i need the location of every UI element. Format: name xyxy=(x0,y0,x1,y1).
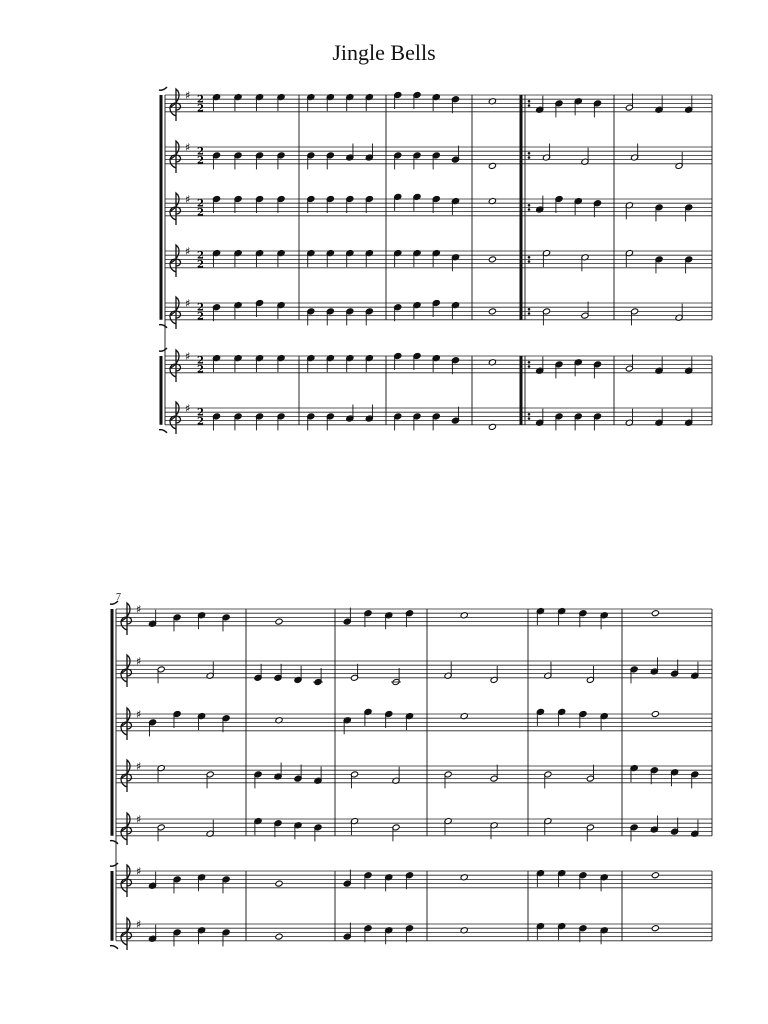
repeat-dot xyxy=(528,208,531,211)
treble-clef-icon xyxy=(121,655,132,687)
key-signature-sharp-icon: ♯ xyxy=(185,402,191,416)
treble-clef-icon xyxy=(121,708,132,740)
notehead xyxy=(275,933,283,940)
notehead xyxy=(275,618,283,625)
bracket-hook xyxy=(159,87,167,90)
treble-clef-icon xyxy=(121,760,132,792)
treble-clef-icon xyxy=(121,813,132,845)
notehead xyxy=(651,925,659,932)
treble-clef-icon xyxy=(170,89,181,121)
bracket-hook xyxy=(159,348,167,351)
key-signature-sharp-icon: ♯ xyxy=(136,918,142,932)
time-signature-numerator: 2 xyxy=(197,302,204,314)
repeat-dot xyxy=(528,256,531,259)
repeat-dot xyxy=(528,417,531,420)
treble-clef-icon xyxy=(170,245,181,277)
repeat-dot xyxy=(528,312,531,315)
time-signature-denominator: 2 xyxy=(197,103,204,115)
notehead xyxy=(275,880,283,887)
treble-clef-icon xyxy=(170,141,181,173)
time-signature-numerator: 2 xyxy=(197,198,204,210)
notehead xyxy=(488,308,496,315)
bracket-hook xyxy=(110,841,118,844)
bracket-hook xyxy=(159,325,167,328)
repeat-dot xyxy=(528,152,531,155)
key-signature-sharp-icon: ♯ xyxy=(136,708,142,722)
repeat-dot xyxy=(528,260,531,263)
measure-number: 7 xyxy=(116,592,121,603)
key-signature-sharp-icon: ♯ xyxy=(185,297,191,311)
treble-clef-icon xyxy=(121,918,132,950)
bracket-hook xyxy=(159,430,167,433)
repeat-dot xyxy=(528,413,531,416)
key-signature-sharp-icon: ♯ xyxy=(136,813,142,827)
time-signature-numerator: 2 xyxy=(197,94,204,106)
key-signature-sharp-icon: ♯ xyxy=(185,245,191,259)
key-signature-sharp-icon: ♯ xyxy=(185,350,191,364)
time-signature-numerator: 2 xyxy=(197,250,204,262)
key-signature-sharp-icon: ♯ xyxy=(136,865,142,879)
treble-clef-icon xyxy=(121,603,132,635)
notehead xyxy=(651,610,659,617)
bracket-hook xyxy=(110,946,118,949)
notehead xyxy=(651,872,659,879)
treble-clef-icon xyxy=(170,350,181,382)
repeat-dot xyxy=(528,365,531,368)
notehead xyxy=(651,710,659,717)
time-signature-denominator: 2 xyxy=(197,207,204,219)
key-signature-sharp-icon: ♯ xyxy=(185,193,191,207)
treble-clef-icon xyxy=(170,193,181,225)
time-signature-numerator: 2 xyxy=(197,355,204,367)
repeat-dot xyxy=(528,308,531,311)
repeat-dot xyxy=(528,104,531,107)
key-signature-sharp-icon: ♯ xyxy=(185,89,191,103)
key-signature-sharp-icon: ♯ xyxy=(136,655,142,669)
time-signature-numerator: 2 xyxy=(197,146,204,158)
key-signature-sharp-icon: ♯ xyxy=(185,141,191,155)
bracket-hook xyxy=(110,601,118,604)
time-signature-denominator: 2 xyxy=(197,416,204,428)
time-signature-numerator: 2 xyxy=(197,407,204,419)
time-signature-denominator: 2 xyxy=(197,259,204,271)
notehead xyxy=(488,256,496,263)
key-signature-sharp-icon: ♯ xyxy=(136,603,142,617)
time-signature-denominator: 2 xyxy=(197,311,204,323)
repeat-dot xyxy=(528,100,531,103)
time-signature-denominator: 2 xyxy=(197,155,204,167)
key-signature-sharp-icon: ♯ xyxy=(136,760,142,774)
bracket-hook xyxy=(110,863,118,866)
treble-clef-icon xyxy=(121,865,132,897)
repeat-dot xyxy=(528,156,531,159)
score-title: Jingle Bells xyxy=(332,40,436,65)
treble-clef-icon xyxy=(170,402,181,434)
time-signature-denominator: 2 xyxy=(197,364,204,376)
repeat-dot xyxy=(528,361,531,364)
repeat-dot xyxy=(528,204,531,207)
treble-clef-icon xyxy=(170,297,181,329)
